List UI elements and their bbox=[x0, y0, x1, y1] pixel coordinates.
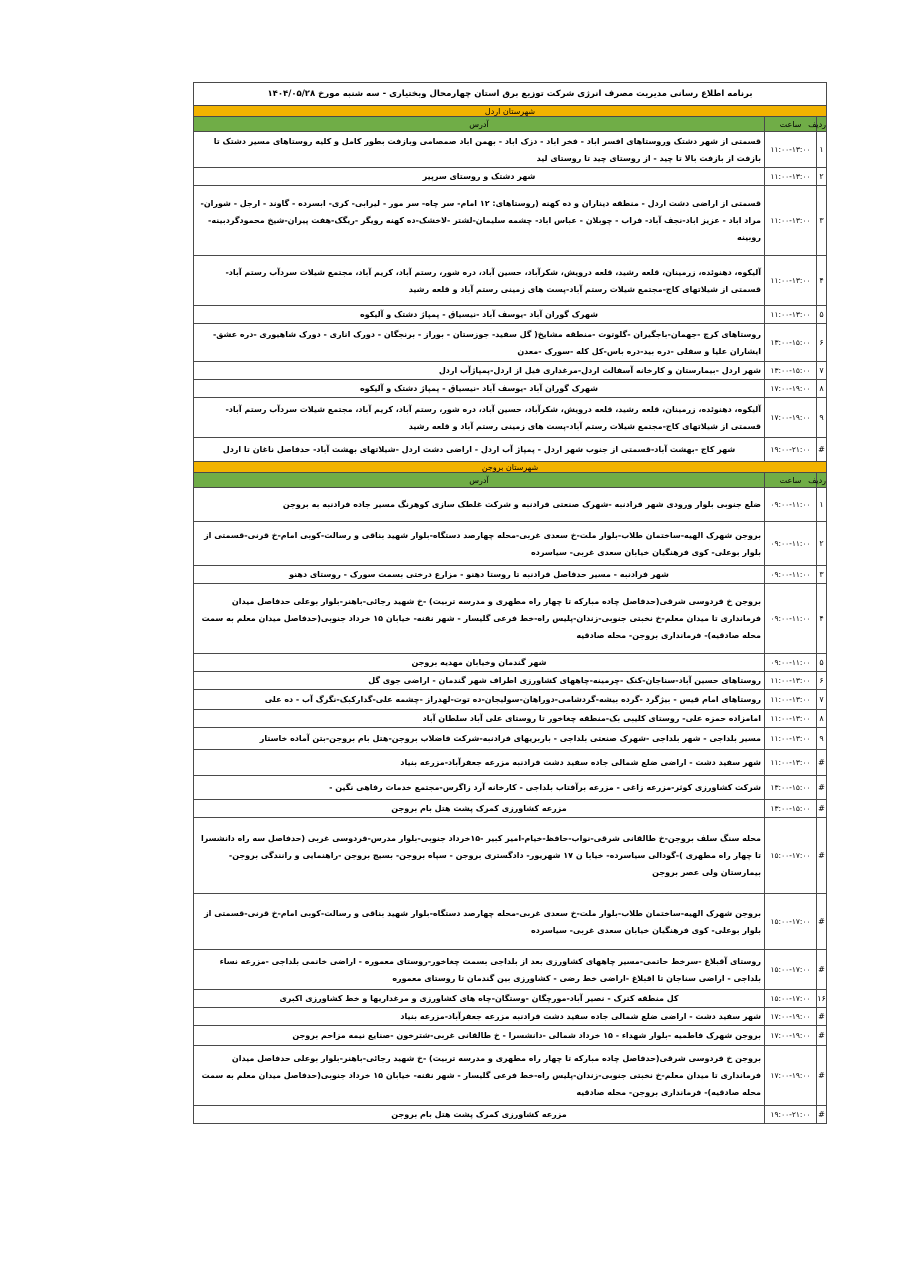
row-time: ۱۱:۰۰-۱۳:۰۰ bbox=[765, 672, 817, 690]
row-address: آلیکوه، دهنوئده، زرمینان، قلعه رشید، قلعه درویش، شکرآباد، حسین آباد، دره شور، رستم آباد، کریم آباد، مجتمع شیلات سردآب رستم آباد-قسمتی از شیلاتهای کاج-مجتمع شیلات رستم آباد-پست های زمینی رستم آباد و قلعه رشید bbox=[194, 256, 765, 306]
table-row bbox=[194, 1046, 827, 1106]
county-header-row bbox=[194, 106, 827, 117]
row-time: ۱۱:۰۰-۱۳:۰۰ bbox=[765, 168, 817, 186]
row-address: بروجن شهرک الهیه-ساختمان طلاب-بلوار ملت-خ سعدی غربی-محله چهارصد دستگاه-بلوار شهید بناقی و رسالت-کوبی امام-خ قرنی-قسمتی از بلوار بوعلی- کوی فرهنگیان خیابان سعدی غربی- سیاسرده bbox=[194, 894, 765, 950]
title-row bbox=[194, 83, 827, 106]
row-address: محله سنگ سلف بروجن-خ طالقانی شرقی-نواب-حافظ-خیام-امیر کبیر -۱۵خرداد جنوبی-بلوار مدرس-فردوسی غربی (حدفاصل سه راه دانشسرا تا چهار راه مطهری )-گودالی سیاسرده- خیابا ن ۱۷ شهریور- دادگستری بروجن - سپاه بروجن- بسیج بروجن -راهنمایی و رانندگی بروجن-بیمارستان ولی عصر بروجن bbox=[194, 818, 765, 894]
table-row bbox=[194, 776, 827, 800]
table-row bbox=[194, 186, 827, 256]
table-row bbox=[194, 750, 827, 776]
row-time: ۱۹:۰۰-۲۱:۰۰ bbox=[765, 438, 817, 462]
table-row bbox=[194, 654, 827, 672]
row-address: شهر گندمان وخیابان مهدیه بروجن bbox=[194, 654, 765, 672]
header-address: آدرس bbox=[194, 117, 765, 132]
table-row bbox=[194, 324, 827, 362]
row-index: ۸ bbox=[817, 710, 827, 728]
county-name: شهرستان بروجن bbox=[194, 462, 827, 473]
table-row bbox=[194, 1008, 827, 1026]
row-address: ضلع جنوبی بلوار ورودی شهر فرادنبه -شهرک صنعتی فرادنبه و شرکت غلطک سازی کوهرنگ مسیر جاده فرادنبه به بروجن bbox=[194, 488, 765, 522]
table-row bbox=[194, 950, 827, 990]
table-row bbox=[194, 256, 827, 306]
row-index: # bbox=[817, 750, 827, 776]
table-row bbox=[194, 690, 827, 710]
row-time: ۱۳:۰۰-۱۵:۰۰ bbox=[765, 776, 817, 800]
table-row bbox=[194, 894, 827, 950]
column-header-row bbox=[194, 117, 827, 132]
table-row bbox=[194, 566, 827, 584]
row-time: ۰۹:۰۰-۱۱:۰۰ bbox=[765, 566, 817, 584]
row-index: ۵ bbox=[817, 654, 827, 672]
row-address: شهر اردل -بیمارستان و کارخانه آسفالت اردل-مرغداری فیل از اردل-پمپاژآب اردل bbox=[194, 362, 765, 380]
row-index: ۶ bbox=[817, 324, 827, 362]
table-row bbox=[194, 168, 827, 186]
table-row bbox=[194, 728, 827, 750]
table-row bbox=[194, 818, 827, 894]
row-index: ۷ bbox=[817, 362, 827, 380]
column-header-row bbox=[194, 473, 827, 488]
row-time: ۰۹:۰۰-۱۱:۰۰ bbox=[765, 654, 817, 672]
table-row bbox=[194, 398, 827, 438]
row-address: روستاهای امام قیس - بیژگرد -گرده بیشه-گردشامی-دوراهان-سولیجان-ده توت-لهدراز -چشمه علی-گدارکبک-نگرگ آب - ده علی bbox=[194, 690, 765, 710]
row-address: بروجن خ فردوسی شرقی(حدفاصل چاده مبارکه تا چهار راه مطهری و مدرسه تربیت) -خ شهید رجائی-باهنر-بلوار بوعلی حدفاصل میدان فرمانداری تا میدان معلم-خ نخبتی جنوبی-زندان-پلیس راه-خط فرعی گلیسار - شهر نقنه- خیابان ۱۵ خرداد جنوبی(حدفاصل میدان معلم به سمت محله صادقیه)- فرمانداری بروجن- محله صادقیه bbox=[194, 1046, 765, 1106]
row-index: ۴ bbox=[817, 256, 827, 306]
row-time: ۱۳:۰۰-۱۵:۰۰ bbox=[765, 800, 817, 818]
row-address: شهر فرادنبه - مسیر حدفاصل فرادنبه تا روستا دهنو - مزارع درختی بسمت سورک - روستای دهنو bbox=[194, 566, 765, 584]
row-address: روستای آقبلاغ -سرخط حاتمی-مسیر چاههای کشاورزی بعد از بلداجی بسمت چغاخور-روستای معموره - اراضی خانمی بلداجی -مزرعه نساء بلداجی - اراضی سناجان تا اقبلاغ -اراضی خط رضی - کشاورزی بین گندمان تا روستای معموره bbox=[194, 950, 765, 990]
row-address: بروجن خ فردوسی شرقی(حدفاصل چاده مبارکه تا چهار راه مطهری و مدرسه تربیت) -خ شهید رجائی-باهنر-بلوار بوعلی حدفاصل میدان فرمانداری تا میدان معلم-خ نخبتی جنوبی-زندان-پلیس راه-خط فرعی گلیسار - شهر نقنه- خیابان ۱۵ خرداد جنوبی(حدفاصل میدان معلم به سمت محله صادقیه)- فرمانداری بروجن- محله صادقیه bbox=[194, 584, 765, 654]
header-time: ساعت bbox=[765, 117, 817, 132]
row-address: کل منطقه کترک - نصیر آباد-مورچگان -وستگان-چاه های کشاورزی و مرغداریها و خط کشاورزی اکبری bbox=[194, 990, 765, 1008]
header-index: ردیف bbox=[817, 473, 827, 488]
table-row bbox=[194, 380, 827, 398]
row-time: ۱۷:۰۰-۱۹:۰۰ bbox=[765, 1008, 817, 1026]
row-address: شهر سفید دشت - اراضی ضلع شمالی جاده سفید دشت فرادنبه مزرعه جعفرآباد-مزرعه بنیاد bbox=[194, 750, 765, 776]
row-address: شهرک گوران آباد -یوسف آباد -نیسیاق - پمپاژ دشتک و آلیکوه bbox=[194, 380, 765, 398]
row-time: ۱۵:۰۰-۱۷:۰۰ bbox=[765, 990, 817, 1008]
row-time: ۱۳:۰۰-۱۵:۰۰ bbox=[765, 324, 817, 362]
row-index: ۹ bbox=[817, 728, 827, 750]
row-address: مزرعه کشاورزی کمرک پشت هتل بام بروجن bbox=[194, 800, 765, 818]
row-time: ۱۱:۰۰-۱۳:۰۰ bbox=[765, 132, 817, 168]
row-address: آلیکوه، دهنوئده، زرمینان، قلعه رشید، قلعه درویش، شکرآباد، حسین آباد، دره شور، رستم آباد، کریم آباد، مجتمع شیلات سردآب رستم آباد-قسمتی از شیلاتهای کاج-مجتمع شیلات رستم آباد-پست های زمینی رستم آباد و قلعه رشید bbox=[194, 398, 765, 438]
row-index: ۴ bbox=[817, 584, 827, 654]
row-address: بروجن شهرک فاطمیه -بلوار شهداء - ۱۵ خرداد شمالی -دانشسرا - خ طالقانی غربی-شترخون -صنایع نیمه مزاحم بروجن bbox=[194, 1026, 765, 1046]
schedule-table bbox=[193, 82, 827, 1124]
row-address: شهر سفید دشت - اراضی ضلع شمالی جاده سفید دشت فرادنبه مزرعه جعفرآباد-مزرعه بنیاد bbox=[194, 1008, 765, 1026]
row-index: ۸ bbox=[817, 380, 827, 398]
row-address: امامزاده حمزه علی- روستای کلیبی بک-منطقه چغاخور تا روستای علی آباد سلطان آباد bbox=[194, 710, 765, 728]
table-row bbox=[194, 306, 827, 324]
table-row bbox=[194, 1026, 827, 1046]
row-address: شرکت کشاورزی کوثر-مزرعه زاغی - مزرعه برآفتاب بلداجی - کارخانه آرد زاگرس-مجتمع خدمات رفاهی نگین - bbox=[194, 776, 765, 800]
table-row bbox=[194, 584, 827, 654]
row-time: ۱۵:۰۰-۱۷:۰۰ bbox=[765, 818, 817, 894]
row-address: روستاهای کرچ -جهمان-باجگیران -گلوتوت -منطقه مشایخ( گل سفید- جوزستان - بوراز - برنجگان - دورک اناری - دورک شاهیوری -دره عشق- ایشاران علیا و سفلی -دره بید-دره باس-کل کله -سورک -معدن bbox=[194, 324, 765, 362]
row-time: ۱۹:۰۰-۲۱:۰۰ bbox=[765, 1106, 817, 1124]
row-index: ۷ bbox=[817, 690, 827, 710]
row-index: ۱ bbox=[817, 488, 827, 522]
outage-schedule-sheet bbox=[193, 82, 827, 1124]
header-time: ساعت bbox=[765, 473, 817, 488]
row-index: ۲ bbox=[817, 522, 827, 566]
row-time: ۱۱:۰۰-۱۳:۰۰ bbox=[765, 186, 817, 256]
row-time: ۰۹:۰۰-۱۱:۰۰ bbox=[765, 488, 817, 522]
row-index: ۱ bbox=[817, 132, 827, 168]
row-index: # bbox=[817, 1026, 827, 1046]
row-address: شهر کاج -بهشت آباد-قسمتی از جنوب شهر اردل - پمپاژ آب اردل - اراضی دشت اردل -شیلاتهای بهشت آباد- حدفاصل ناغان تا اردل bbox=[194, 438, 765, 462]
row-time: ۱۷:۰۰-۱۹:۰۰ bbox=[765, 1026, 817, 1046]
header-index: ردیف bbox=[817, 117, 827, 132]
row-time: ۱۱:۰۰-۱۳:۰۰ bbox=[765, 728, 817, 750]
row-time: ۱۱:۰۰-۱۳:۰۰ bbox=[765, 750, 817, 776]
row-index: ۲ bbox=[817, 168, 827, 186]
table-row bbox=[194, 1106, 827, 1124]
row-index: # bbox=[817, 1106, 827, 1124]
row-address: قسمتی از شهر دشتک وروستاهای افسر اباد - فخر اباد - دزک اباد - بهمن اباد صمصامی وبازفت بطور کامل و کلیه روستاهای مسیر دشتک تا بازفت از بازفت بالا تا چید - از روستای چید تا روستای لید bbox=[194, 132, 765, 168]
row-index: ۶ bbox=[817, 672, 827, 690]
row-index: # bbox=[817, 1046, 827, 1106]
row-index: ۹ bbox=[817, 398, 827, 438]
row-index: ۳ bbox=[817, 186, 827, 256]
row-time: ۱۱:۰۰-۱۳:۰۰ bbox=[765, 710, 817, 728]
row-index: # bbox=[817, 818, 827, 894]
table-row bbox=[194, 672, 827, 690]
page-title: برنامه اطلاع رسانی مدیریت مصرف انرژی شرکت توزیع برق استان چهارمحال وبختیاری - سه شنبه مورخ ۱۴۰۴/۰۵/۲۸ bbox=[194, 83, 827, 106]
table-row bbox=[194, 990, 827, 1008]
row-address: شهرک گوران آباد -یوسف آباد -نیسیاق - پمپاژ دشتک و آلیکوه bbox=[194, 306, 765, 324]
row-index: # bbox=[817, 894, 827, 950]
row-address: مسیر بلداجی - شهر بلداجی -شهرک صنعتی بلداجی - باربریهای فرادنبه-شرکت فاضلاب بروجن-هتل بام بروجن-بتن آماده خاستار bbox=[194, 728, 765, 750]
row-index: ۳ bbox=[817, 566, 827, 584]
row-index: ۵ bbox=[817, 306, 827, 324]
county-header-row bbox=[194, 462, 827, 473]
row-address: بروجن شهرک الهیه-ساختمان طلاب-بلوار ملت-خ سعدی غربی-محله چهارصد دستگاه-بلوار شهید بناقی و رسالت-کوبی امام-خ قرنی-قسمتی از بلوار بوعلی- کوی فرهنگیان خیابان سعدی غربی- سیاسرده bbox=[194, 522, 765, 566]
row-index: # bbox=[817, 776, 827, 800]
table-row bbox=[194, 522, 827, 566]
row-time: ۱۷:۰۰-۱۹:۰۰ bbox=[765, 380, 817, 398]
table-row bbox=[194, 362, 827, 380]
row-time: ۱۱:۰۰-۱۳:۰۰ bbox=[765, 690, 817, 710]
table-row bbox=[194, 488, 827, 522]
table-row bbox=[194, 710, 827, 728]
table-row bbox=[194, 438, 827, 462]
table-row bbox=[194, 132, 827, 168]
row-time: ۰۹:۰۰-۱۱:۰۰ bbox=[765, 584, 817, 654]
row-time: ۰۹:۰۰-۱۱:۰۰ bbox=[765, 522, 817, 566]
county-name: شهرستان اردل bbox=[194, 106, 827, 117]
row-time: ۱۳:۰۰-۱۵:۰۰ bbox=[765, 362, 817, 380]
row-time: ۱۵:۰۰-۱۷:۰۰ bbox=[765, 950, 817, 990]
row-address: روستاهای حسین آباد-سناجان-کنک -چرمینه-چاههای کشاورزی اطراف شهر گندمان - اراضی جوی گل bbox=[194, 672, 765, 690]
row-index: # bbox=[817, 438, 827, 462]
row-time: ۱۷:۰۰-۱۹:۰۰ bbox=[765, 398, 817, 438]
row-time: ۱۷:۰۰-۱۹:۰۰ bbox=[765, 1046, 817, 1106]
row-time: ۱۱:۰۰-۱۳:۰۰ bbox=[765, 306, 817, 324]
table-row bbox=[194, 800, 827, 818]
row-index: ۱۶ bbox=[817, 990, 827, 1008]
header-address: آدرس bbox=[194, 473, 765, 488]
row-time: ۱۵:۰۰-۱۷:۰۰ bbox=[765, 894, 817, 950]
row-index: # bbox=[817, 950, 827, 990]
row-index: # bbox=[817, 800, 827, 818]
row-index: # bbox=[817, 1008, 827, 1026]
row-address: مزرعه کشاورزی کمرک پشت هتل بام بروجن bbox=[194, 1106, 765, 1124]
row-address: قسمتی از اراضی دشت اردل - منطقه دیناران و ده کهنه (روستاهای: ۱۲ امام- سر چاه- سر مور - لیرابی- کری- ابسرده - گاوند - ارجل - شوران- مراد اباد - عزیز اباد-نجف آباد- فراب - چوبلان - عباس اباد- چشمه سلیمان-لشتر -لاخشک-ده کهنه رویگر -ریگک-هفت پیران-شیخ محمودگردبینه-روبینه bbox=[194, 186, 765, 256]
row-address: شهر دشتک و روستای سرپیر bbox=[194, 168, 765, 186]
row-time: ۱۱:۰۰-۱۳:۰۰ bbox=[765, 256, 817, 306]
